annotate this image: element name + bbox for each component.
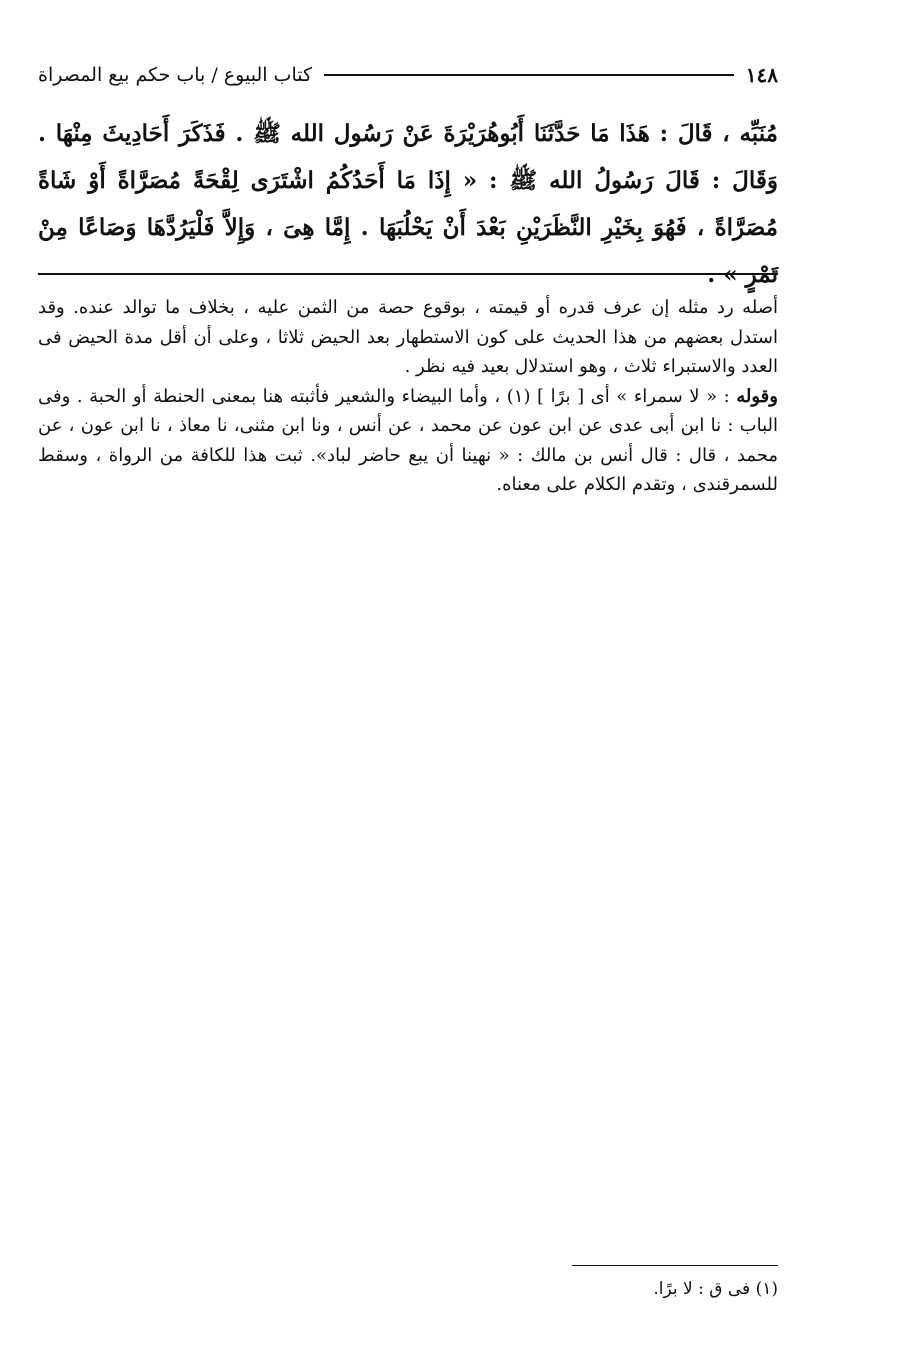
running-header — [38, 60, 778, 90]
footnote-rule — [572, 1265, 778, 1266]
hadith-text: مُنَبِّه ، قَالَ : هَذَا مَا حَدَّثَنَا أَبُوهُرَيْرَةَ عَنْ رَسُول الله ﷺ . فَذَكَرَ أَحَادِيثَ مِنْهَا . وَقَالَ : قَالَ رَسُولُ الله ﷺ : « إِذَا مَا أَحَدُكُمُ اشْتَرَى لِقْحَةً مُصَرَّاةً أَوْ شَاةً مُصَرَّاةً ، فَهُوَ بِخَيْرِ النَّظَرَيْنِ بَعْدَ أَنْ يَحْلُبَهَا . إِمَّا هِىَ ، وَإِلاَّ فَلْيَرُدَّهَا وَصَاعًا مِنْ تَمْرٍ » . — [38, 120, 778, 288]
commentary — [38, 293, 778, 500]
paragraph-lead-word: وقوله — [736, 385, 778, 407]
section-divider — [38, 273, 778, 275]
header-rule — [324, 74, 734, 76]
commentary-paragraph — [38, 382, 778, 500]
running-title: كتاب البيوع / باب حكم بيع المصراة — [38, 64, 313, 86]
page-number: ١٤٨ — [745, 63, 778, 87]
commentary-paragraph-text: أصله رد مثله إن عرف قدره أو قيمته ، بوقوع حصة من الثمن عليه ، بخلاف ما توالد عنده. وقد استدل بعضهم من هذا الحديث على كون الاستطهار بعد الحيض ثلاثا ، وعلى أن أقل مدة الحيض فى العدد والاستبراء ثلاث ، وهو استدلال بعيد فيه نظر . — [38, 297, 778, 377]
footnote: (١) فى ق : لا برًا. — [653, 1279, 778, 1299]
commentary-paragraph — [38, 293, 778, 382]
commentary-paragraph-text: : « لا سمراء » أى [ برًا ] (١) ، وأما البيضاء والشعير فأثبته هنا بمعنى الحنطة أو الحبة . وفى الباب : نا ابن أبى عدى عن ابن عون عن محمد ، عن أنس ، ونا ابن مثنى، نا معاذ ، نا ابن عون ، عن محمد ، قال : قال أنس بن مالك : « نهينا أن يبع حاضر لباد». ثبت هذا للكافة من الرواة ، وسقط للسمرقندى ، وتقدم الكلام على معناه. — [38, 385, 778, 495]
